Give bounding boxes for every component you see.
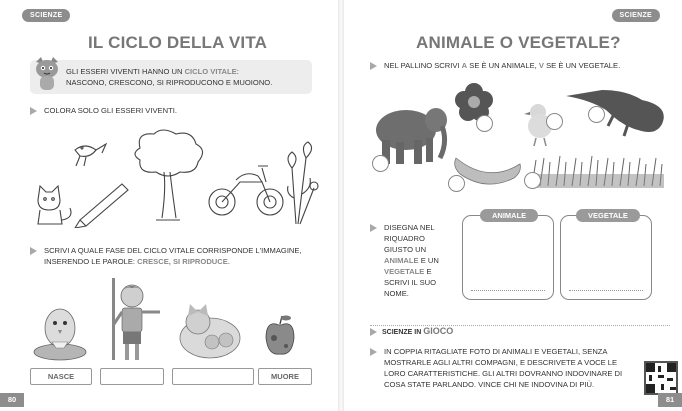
name-line	[569, 290, 643, 291]
answer-box-3[interactable]	[172, 368, 254, 385]
game-text-line-1: IN COPPIA RITAGLIATE FOTO DI ANIMALI E VEGETALI, SENZA	[384, 347, 608, 356]
plant-drawing-box[interactable]	[560, 215, 652, 300]
section-title: SCIENZE IN GIOCO	[382, 326, 454, 336]
instruction-colour: COLORA SOLO GLI ESSERI VIVENTI.	[44, 106, 177, 115]
subject-tag: SCIENZE	[22, 9, 70, 22]
plant-card-label: VEGETALE	[576, 209, 640, 222]
instruction-draw-line-2: RIQUADRO	[384, 234, 425, 243]
animal-card-label: ANIMALE	[480, 209, 538, 222]
instruction-cycle-line-2: INSERENDO LE PAROLE: CRESCE, SI RIPRODUCE.	[44, 257, 230, 266]
qr-code-icon[interactable]	[644, 361, 678, 395]
intro-line-1: GLI ESSERI VIVENTI HANNO UN CICLO VITALE:	[66, 67, 239, 76]
animal-drawing-box[interactable]	[462, 215, 554, 300]
page-title: IL CICLO DELLA VITA	[88, 33, 268, 52]
answer-circle-elephant[interactable]	[372, 155, 389, 172]
cat-mascot-icon	[32, 56, 62, 92]
answer-circle-crocodile[interactable]	[588, 106, 605, 123]
answer-circle-flower[interactable]	[476, 115, 493, 132]
instruction-cycle-line-1: SCRIVI A QUALE FASE DEL CICLO VITALE CORRISPONDE L'IMMAGINE,	[44, 246, 302, 255]
instruction-circle: NEL PALLINO SCRIVI A SE È UN ANIMALE, V SE È UN VEGETALE.	[384, 61, 621, 70]
instruction-arrow-icon	[30, 247, 37, 255]
game-text-line-3: LORO CARATTERISTICHE. GLI ALTRI DOVRANNO INDOVINARE DI	[384, 369, 623, 378]
subject-tag: SCIENZE	[612, 9, 660, 22]
instruction-arrow-icon	[370, 348, 377, 356]
instruction-draw-line-1: DISEGNA NEL	[384, 223, 435, 232]
game-text-line-4: COSA STATE PARLANDO. VINCE CHI NE INDOVINA DI PIÙ.	[384, 380, 595, 389]
instruction-draw-line-5: VEGETALE E	[384, 267, 432, 276]
answer-circle-banana[interactable]	[448, 175, 465, 192]
right-page	[344, 0, 682, 411]
instruction-arrow-icon	[370, 62, 377, 70]
game-text-line-2: MOSTRARLE AGLI ALTRI COMPAGNI, E DESCRIVETE A VOCE LE	[384, 358, 618, 367]
instruction-draw-line-4: ANIMALE E UN	[384, 256, 439, 265]
qr-pattern	[646, 363, 676, 393]
life-cycle-pictures	[30, 276, 310, 364]
instruction-draw-line-7: NOME.	[384, 289, 409, 298]
answer-circle-chick[interactable]	[546, 113, 563, 130]
section-arrow-icon	[370, 328, 377, 336]
page-number: 81	[658, 393, 682, 407]
instruction-draw-line-6: SCRIVI IL SUO	[384, 278, 437, 287]
intro-line-2: NASCONO, CRESCONO, SI RIPRODUCONO E MUOIONO.	[66, 78, 273, 87]
answer-circle-grass[interactable]	[524, 172, 541, 189]
instruction-arrow-icon	[30, 107, 37, 115]
instruction-arrow-icon	[370, 224, 377, 232]
name-line	[471, 290, 545, 291]
answer-box-1: NASCE	[30, 368, 92, 385]
answer-box-2[interactable]	[100, 368, 164, 385]
left-page	[0, 0, 338, 411]
instruction-draw-line-3: GIUSTO UN	[384, 245, 427, 254]
coloring-drawing	[30, 128, 320, 228]
answer-box-4: MUORE	[258, 368, 312, 385]
page-number: 80	[0, 393, 24, 407]
page-title: ANIMALE O VEGETALE?	[416, 33, 621, 52]
animals-plants-photos	[370, 80, 670, 190]
